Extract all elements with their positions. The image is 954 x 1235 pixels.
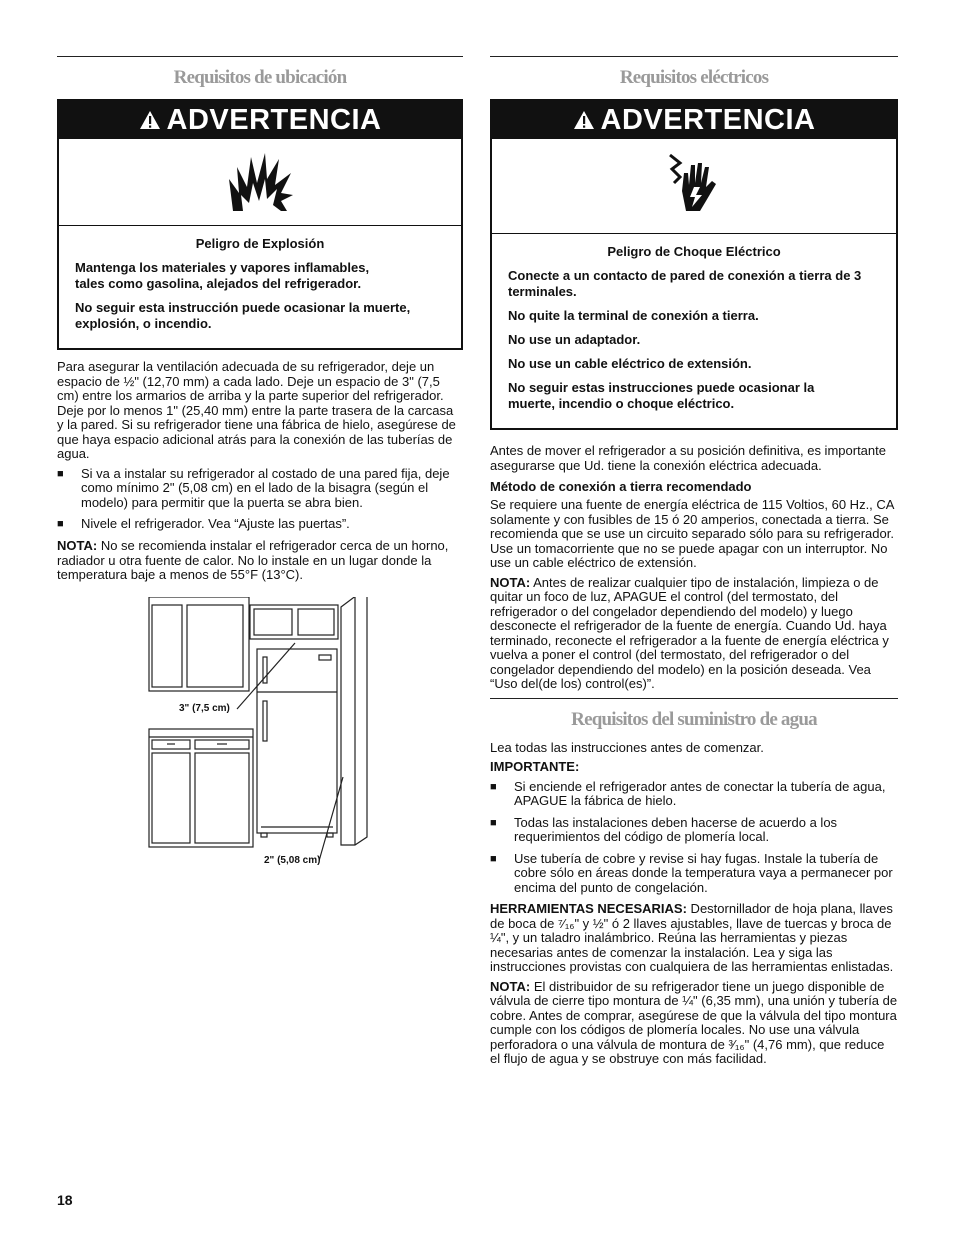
top-rule <box>490 56 898 57</box>
electrical-intro: Antes de mover el refrigerador a su posición definitiva, es importante asegurarse que Ud. tiene la conexión eléctrica adecuada. <box>490 443 886 473</box>
water-intro: Lea todas las instrucciones antes de comenzar. <box>490 739 764 755</box>
tools-label: HERRAMIENTAS NECESARIAS: <box>490 901 687 916</box>
bullet-square-icon: ■ <box>490 852 497 865</box>
shock-warning-box <box>490 99 898 430</box>
ventilation-paragraph: Para asegurar la ventilación adecuada de su refrigerador, deje un espacio de ½" (12,70 mm) a cada lado. Deje un espacio de 3" (7,5 cm) entre los armarios de arriba y la parte superior del refrigerador. Deje por lo menos 1" (25,40 mm) entre la parte trasera de la carcasa y la pared. Si su refrigerador tiene una fábrica de hielo, asegúrese de que haya espacio adicional atrás para la conexión de las tuberías de agua. <box>57 359 456 461</box>
section-rule <box>490 698 898 699</box>
page-number: 18 <box>57 1192 73 1208</box>
top-rule <box>57 56 463 57</box>
shock-icon-area <box>492 139 896 234</box>
hazard-title: Peligro de Choque Eléctrico <box>607 244 781 259</box>
electric-shock-hand-icon <box>664 151 724 221</box>
list-item-text: Todas las instalaciones deben hacerse de acuerdo a los requerimientos del código de plomería local. <box>514 814 838 844</box>
list-item-text: Si va a instalar su refrigerador al costado de una pared fija, deje como mínimo 2" (5,08 cm) en el lado de la bisagra (según el modelo) para permitir que la puerta se abra bien. <box>81 465 450 510</box>
refrigerator-clearance-figure <box>57 597 463 887</box>
list-item <box>490 852 898 896</box>
note-text: Antes de realizar cualquier tipo de instalación, limpieza o de quitar un foco de luz, APAGUE el control (del termostato, del refrigerador o del congelador dependiendo del modelo) y luego desconecte el refrigerador de la fuente de energía. Cuando Ud. haya terminado, reconecte el refrigerador a la fuente de energía eléctrica y vuelva a poner el control (del termostato, del refrigerador o del congelador dependiendo del modelo) en la posición deseada. Vea “Uso del(de los) control(es)”. <box>490 574 889 691</box>
important-label: IMPORTANTE: <box>490 759 580 774</box>
tools-text: Destornillador de hoja plana, llaves de boca de ⁷⁄₁₆" y ½" ó 2 llaves ajustables, llave de tuercas y broca de ¼", y un taladro inalámbrico. Reúna las herramientas y piezas necesarias antes de comenzar la instalación. Lea y siga las instrucciones provistas con cualquiera de las herramientas enlistadas. <box>490 901 894 974</box>
side-clearance-label: 2" (5,08 cm) <box>264 854 321 866</box>
location-section <box>57 56 463 887</box>
section-title: Requisitos de ubicación <box>173 67 347 88</box>
list-item-text: Si enciende el refrigerador antes de conectar la tubería de agua, APAGUE la fábrica de hielo. <box>514 778 886 808</box>
note-paragraph <box>57 539 463 583</box>
warning-triangle-icon <box>573 110 595 130</box>
warning-line: Conecte a un contacto de pared de conexión a tierra de 3 terminales. <box>508 268 862 299</box>
note-label: NOTA: <box>490 574 531 590</box>
warning-header <box>59 101 461 139</box>
warning-line: Mantenga los materiales y vapores inflamables, tales como gasolina, alejados del refrigerador. <box>75 260 370 291</box>
bullet-square-icon: ■ <box>490 780 497 793</box>
warning-header <box>492 101 896 139</box>
list-item <box>57 517 463 532</box>
warning-line: No seguir estas instrucciones puede ocasionar la muerte, incendio o choque eléctrico. <box>508 380 815 411</box>
warning-header-text: ADVERTENCIA <box>166 103 382 136</box>
electrical-section <box>490 56 898 1072</box>
note-text: No se recomienda instalar el refrigerador cerca de un horno, radiador u otra fuente de calor. No lo instale en un lugar donde la temperatura baje a menos de 55°F (13°C). <box>57 538 449 582</box>
warning-text <box>59 226 461 348</box>
list-item-text: Use tubería de cobre y revise si hay fugas. Instale la tubería de cobre sólo en áreas donde la temperatura vaya a permanecer por encima del punto de congelación. <box>514 850 893 895</box>
bullet-square-icon: ■ <box>57 467 64 480</box>
grounding-method-text: Se requiere una fuente de energía eléctrica de 115 Voltios, 60 Hz., CA solamente y con fusibles de 15 ó 20 amperios, conectada a tierra. Se recomienda que se use un circuito separado sólo para su refrigerador. Use un tomacorriente que no se puede apagar con un interruptor. No use un cable eléctrico de extensión. <box>490 497 894 570</box>
warning-line: No use un cable eléctrico de extensión. <box>508 356 752 371</box>
top-clearance-label: 3" (7,5 cm) <box>179 702 230 714</box>
hazard-title: Peligro de Explosión <box>195 236 325 251</box>
bullet-square-icon: ■ <box>490 816 497 829</box>
warning-triangle-icon <box>139 110 161 130</box>
note-paragraph <box>490 576 898 692</box>
tools-paragraph <box>490 902 898 975</box>
section-title: Requisitos del suministro de agua <box>571 708 817 730</box>
explosion-icon <box>225 149 295 215</box>
warning-text <box>492 234 896 428</box>
list-item <box>57 467 463 511</box>
explosion-icon-area <box>59 139 461 226</box>
note-text: El distribuidor de su refrigerador tiene un juego disponible de válvula de cierre tipo montura de ¼" (6,35 mm), una unión y tubería de cobre. Antes de comprar, asegúrese de que la válvula del tipo montura cumple con los códigos de plomería locales. No use una válvula perforadora o una válvula de montura de ³⁄₁₆" (4,76 mm), que reduce el flujo de agua y se obstruye con más facilidad. <box>490 978 898 1066</box>
note-paragraph <box>490 980 898 1067</box>
grounding-method-heading: Método de conexión a tierra recomendado <box>490 479 752 494</box>
explosion-warning-box <box>57 99 463 350</box>
section-title: Requisitos eléctricos <box>619 67 769 88</box>
list-item <box>490 816 898 845</box>
refrigerator-cabinet-illustration <box>57 597 463 887</box>
note-label: NOTA: <box>490 978 531 994</box>
bullet-square-icon: ■ <box>57 518 64 530</box>
warning-line: No seguir esta instrucción puede ocasionar la muerte, explosión, o incendio. <box>75 300 411 331</box>
warning-line: No use un adaptador. <box>508 332 641 347</box>
warning-header-text: ADVERTENCIA <box>600 103 816 136</box>
warning-line: No quite la terminal de conexión a tierra. <box>508 308 759 323</box>
note-label: NOTA: <box>57 538 98 553</box>
list-item-text: Nivele el refrigerador. Vea “Ajuste las puertas”. <box>81 516 350 531</box>
list-item <box>490 780 898 809</box>
